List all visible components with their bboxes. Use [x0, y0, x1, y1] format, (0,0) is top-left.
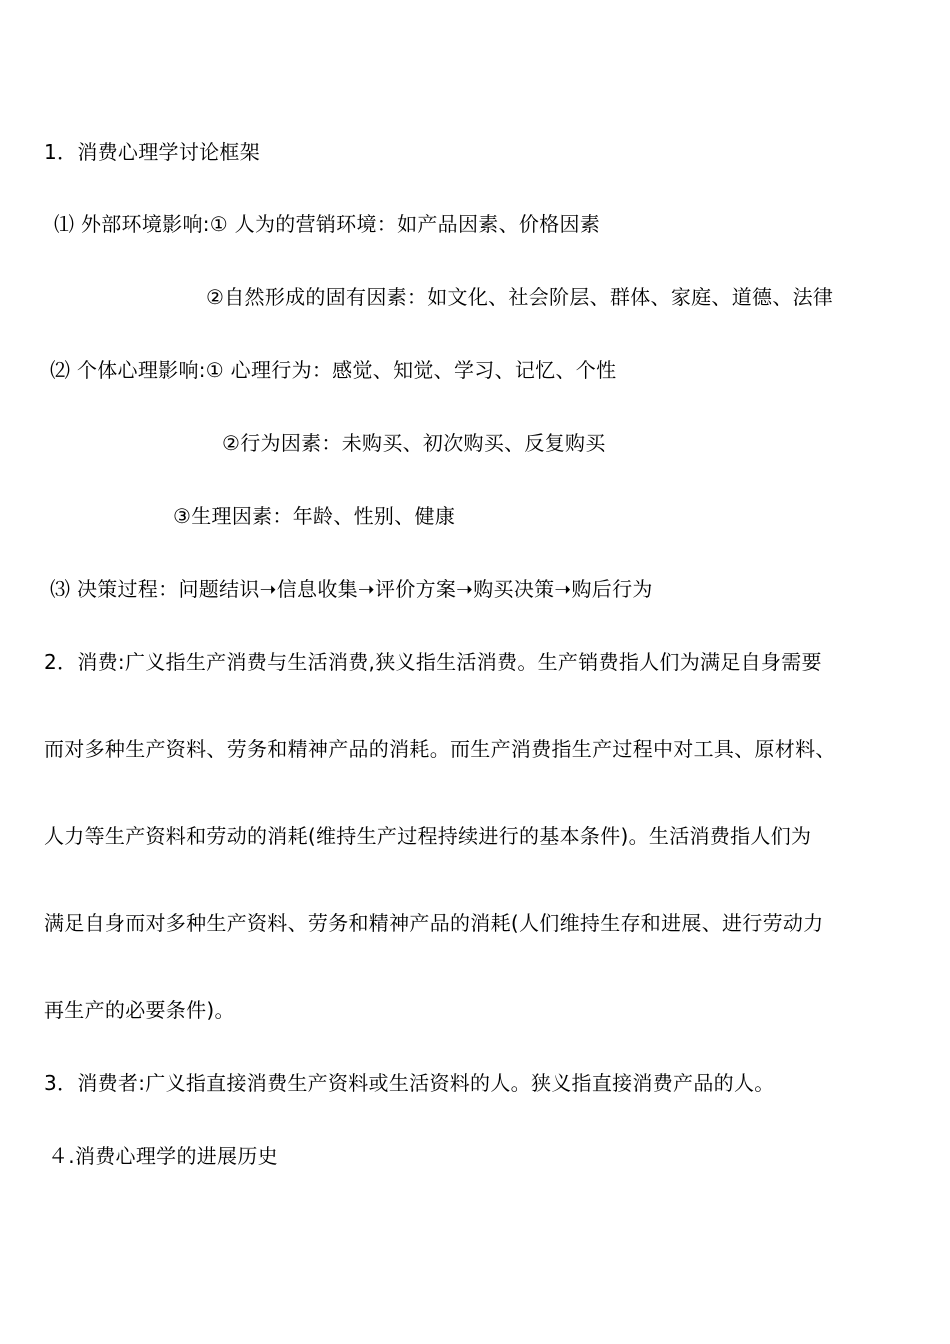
section-1-heading: 1．消费心理学讨论框架: [44, 140, 261, 164]
section-3-paragraph: 3．消费者:广义指直接消费生产资料或生活资料的人。狭义指直接消费产品的人。: [44, 1071, 775, 1095]
individual-psychology-line: ⑵ 个体心理影响:① 心理行为：感觉、知觉、学习、记忆、个性: [50, 358, 617, 382]
physiological-factors-line: ③生理因素：年龄、性别、健康: [173, 504, 456, 528]
natural-factors-line: ②自然形成的固有因素：如文化、社会阶层、群体、家庭、道德、法律: [206, 285, 834, 309]
section-2-paragraph-line-2: 而对多种生产资料、劳务和精神产品的消耗。而生产消费指生产过程中对工具、原材料、: [44, 737, 836, 761]
section-2-paragraph-line-4: 满足自身而对多种生产资料、劳务和精神产品的消耗(人们维持生存和进展、进行劳动力: [44, 911, 824, 935]
section-2-paragraph-line-1: 2．消费:广义指生产消费与生活消费,狭义指生活消费。生产销费指人们为满足自身需要: [44, 650, 822, 674]
section-2-paragraph-line-3: 人力等生产资料和劳动的消耗(维持生产过程持续进行的基本条件)。生活消费指人们为: [44, 824, 812, 848]
section-4-heading: ４.消费心理学的进展历史: [48, 1144, 278, 1168]
external-environment-line: ⑴ 外部环境影响:① 人为的营销环境：如产品因素、价格因素: [54, 212, 601, 236]
section-2-paragraph-line-5: 再生产的必要条件)。: [44, 998, 235, 1022]
decision-process-line: ⑶ 决策过程：问题结识➝信息收集➝评价方案➝购买决策➝购后行为: [50, 577, 653, 601]
behavior-factors-line: ②行为因素：未购买、初次购买、反复购买: [222, 431, 606, 455]
